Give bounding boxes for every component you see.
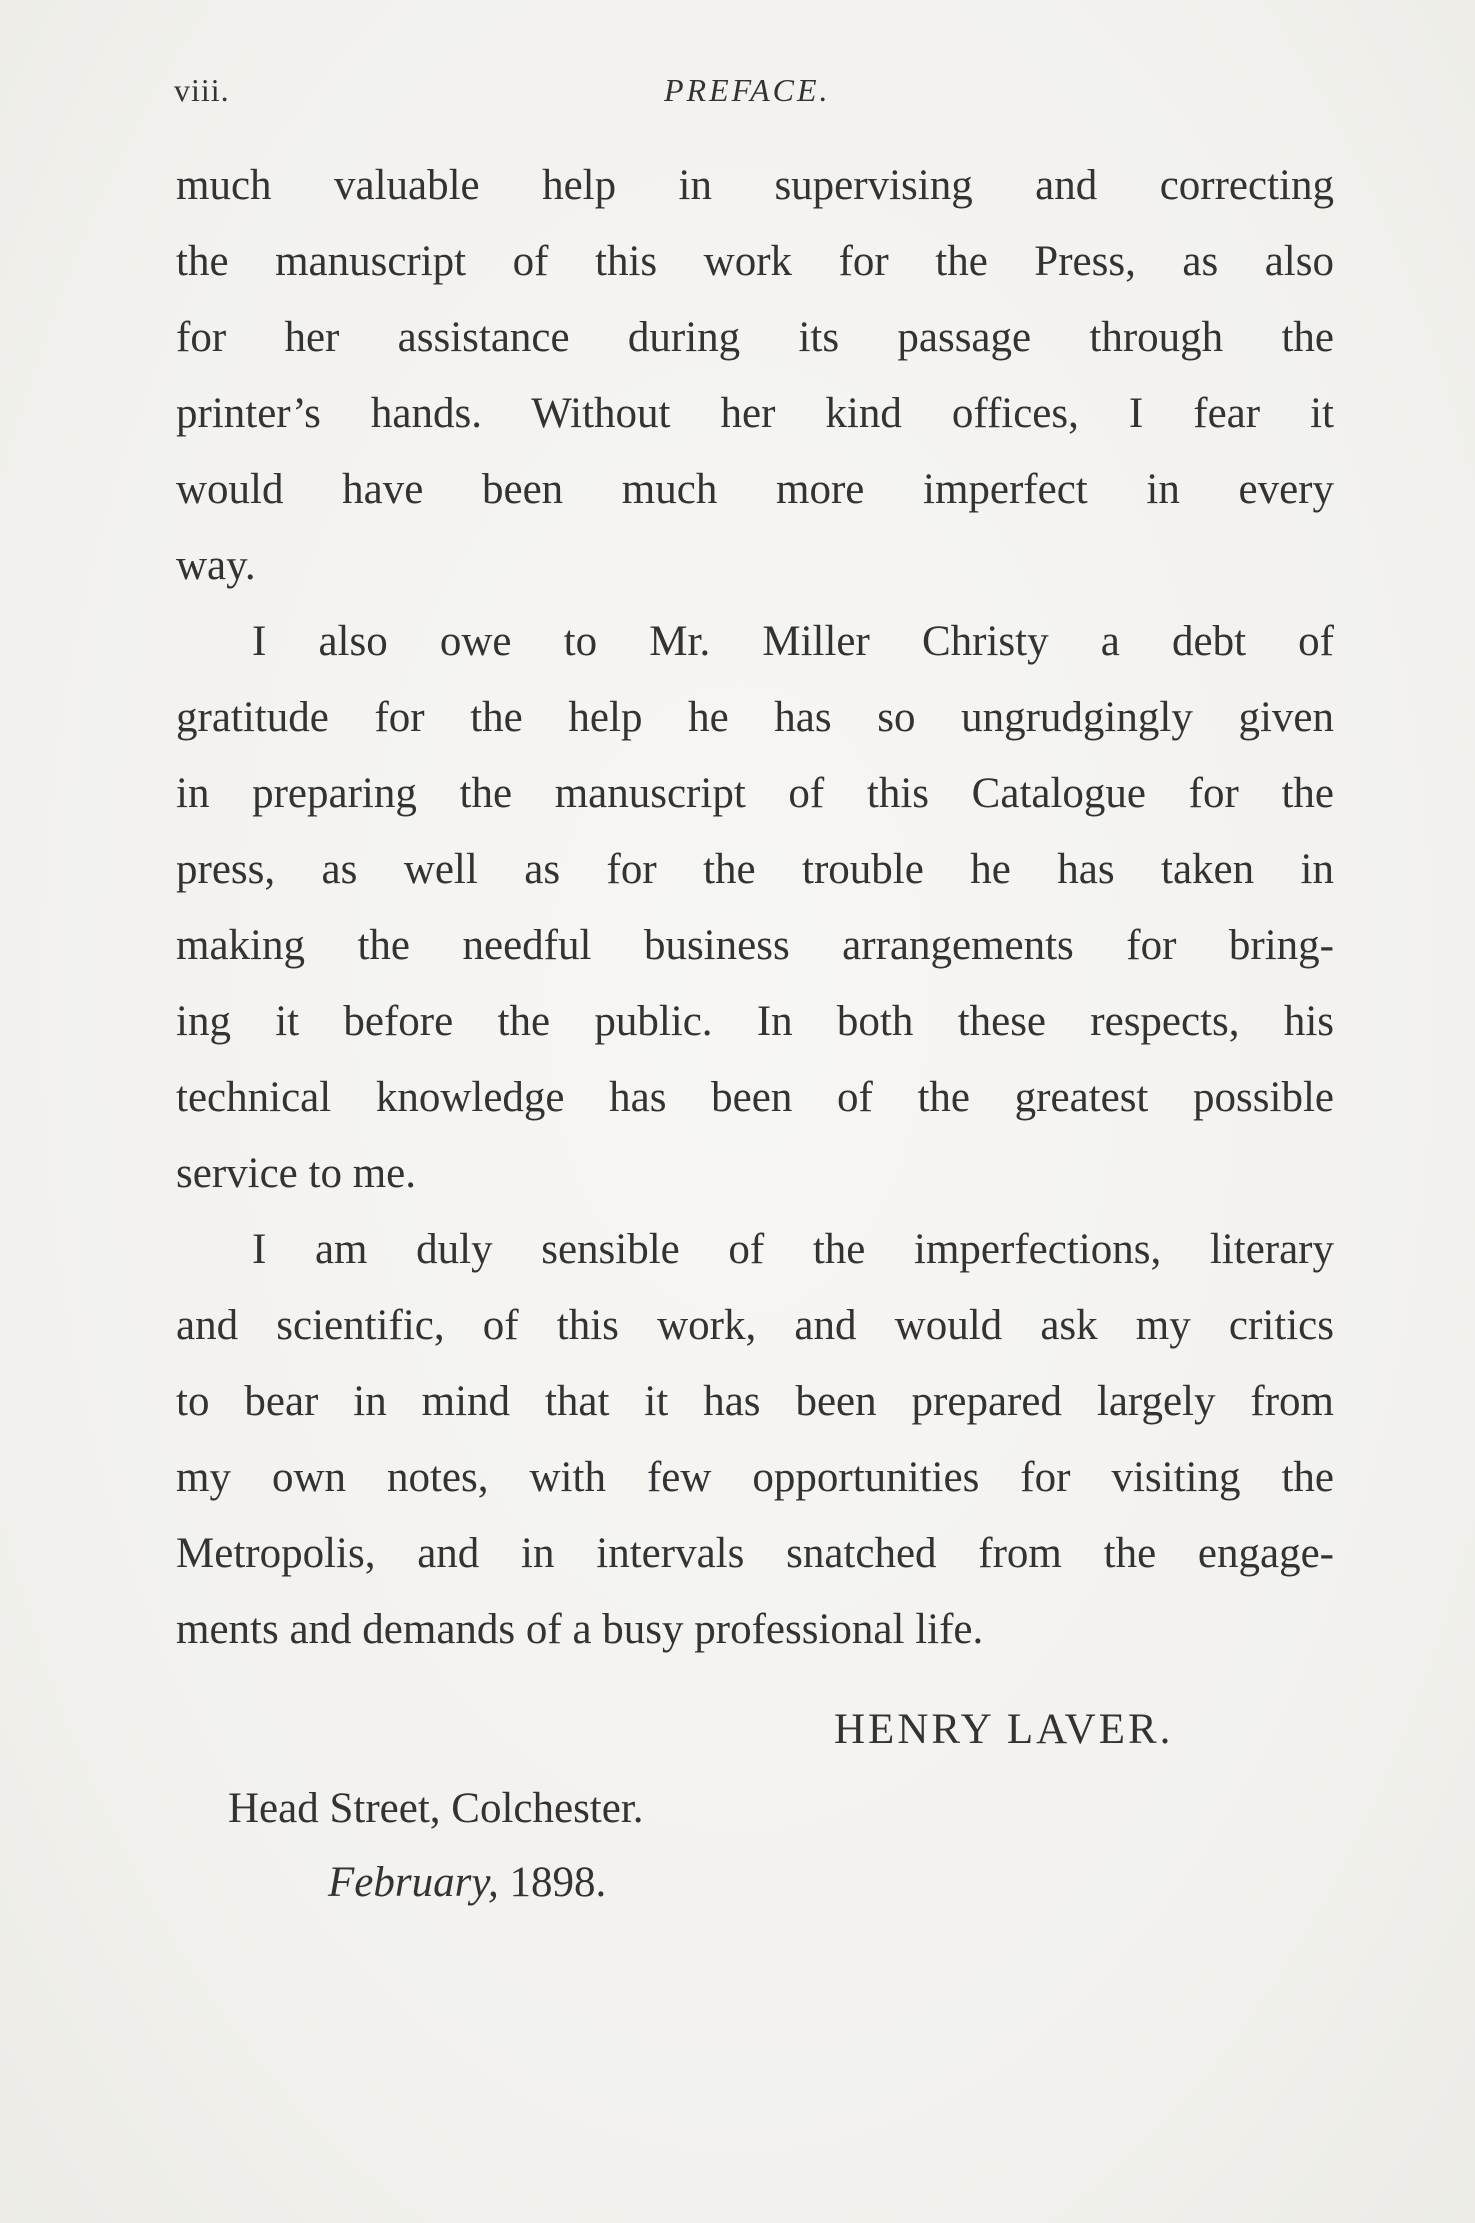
running-title: PREFACE. [664,72,831,108]
text-line: my own notes, with few opportunities for visiting the [176,1454,1334,1501]
text-line: printer’s hands. Without her kind offices, I fear it [176,390,1334,437]
date-year: 1898. [509,1859,607,1906]
text-line: press, as well as for the trouble he has taken in [176,846,1334,893]
text-line: ing it before the public. In both these respects, his [176,998,1334,1045]
text-line: and scientific, of this work, and would ask my critics [176,1302,1334,1349]
author-signature: HENRY LAVER. [834,1706,1174,1753]
text-line: making the needful business arrangements for bring- [176,922,1334,969]
text-line: I also owe to Mr. Miller Christy a debt of [252,618,1334,665]
text-line: much valuable help in supervising and correcting [176,162,1334,209]
text-line: Metropolis, and in intervals snatched from the engage- [176,1530,1334,1577]
date-month: February, [328,1859,499,1906]
page-number: viii. [174,72,230,108]
text-line: for her assistance during its passage through the [176,314,1334,361]
running-head [174,72,1334,122]
place-line: Head Street, Colchester. [228,1785,644,1832]
text-line: to bear in mind that it has been prepared largely from [176,1378,1334,1425]
text-line: I am duly sensible of the imperfections, literary [252,1226,1334,1273]
text-line: would have been much more imperfect in every [176,466,1334,513]
text-line: service to me. [176,1150,416,1197]
text-line: gratitude for the help he has so ungrudgingly given [176,694,1334,741]
text-line: technical knowledge has been of the greatest possible [176,1074,1334,1121]
date-line [328,1858,606,1907]
text-line: the manuscript of this work for the Press, as also [176,238,1334,285]
text-line: ments and demands of a busy professional life. [176,1606,984,1653]
preface-body [176,148,1334,1668]
text-line: in preparing the manuscript of this Catalogue for the [176,770,1334,817]
text-line: way. [176,542,256,589]
